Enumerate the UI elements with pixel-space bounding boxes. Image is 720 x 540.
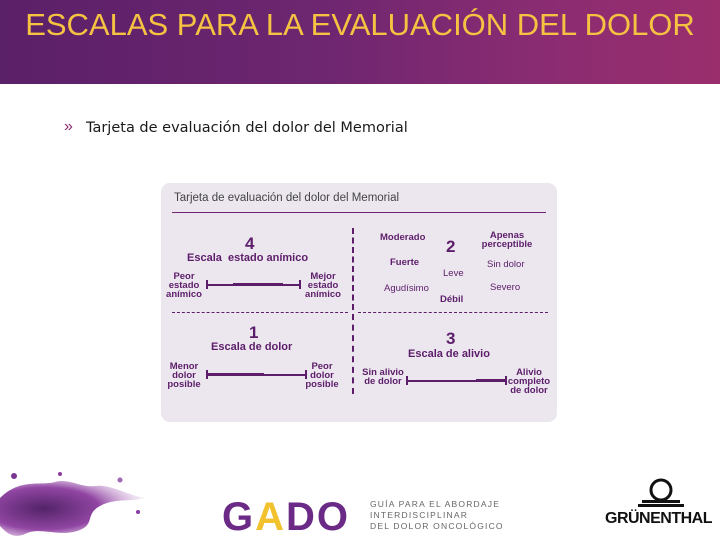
ink-splash-decoration (0, 468, 150, 540)
quadrant-3-number: 3 (446, 329, 456, 348)
q3-left-label: Sin alivio de dolor (362, 367, 404, 387)
q4-right-label: Mejor estado anímico (305, 271, 341, 300)
grunenthal-logo-text: GRÜNENTHAL (605, 510, 712, 527)
q2-word-debil: Débil (440, 294, 464, 305)
q2-word-fuerte: Fuerte (390, 257, 420, 268)
card-title: Tarjeta de evaluación del dolor del Memorial (174, 192, 400, 204)
q1-scale-marker (206, 373, 264, 376)
quadrant-4-label: Escala estado anímico (187, 252, 309, 264)
q1-left-label: Menor dolor posible (167, 361, 201, 390)
slide-title: ESCALAS PARA LA EVALUACIÓN DEL DOLOR (25, 7, 695, 42)
gado-tagline: GUÍA PARA EL ABORDAJE INTERDISCIPLINAR DEL DOLOR ONCOLÓGICO (370, 499, 504, 531)
quadrant-1-label: Escala de dolor (211, 341, 293, 353)
q3-scale-right-tick (505, 376, 507, 385)
q4-scale-marker (233, 283, 283, 286)
q4-left-label: Peor estado anímico (166, 271, 202, 300)
bullet-text: Tarjeta de evaluación del dolor del Memorial (86, 120, 408, 136)
memorial-card (161, 183, 557, 422)
q2-word-agudisimo: Agudísimo (384, 283, 429, 294)
quadrant-1-number: 1 (249, 323, 259, 342)
vertical-divider-top (352, 228, 354, 310)
q2-word-leve: Leve (443, 268, 464, 279)
quadrant-2-number: 2 (446, 237, 456, 256)
horizontal-divider-left (172, 312, 348, 313)
quadrant-4-number: 4 (245, 234, 255, 253)
grunenthal-logo-icon (638, 478, 684, 508)
q2-word-sin-dolor: Sin dolor (487, 259, 525, 270)
q1-right-label: Peor dolor posible (305, 361, 339, 390)
q3-scale-marker (476, 379, 506, 382)
q2-word-severo: Severo (490, 282, 521, 293)
title-banner (0, 0, 720, 84)
q2-word-moderado: Moderado (380, 232, 426, 243)
q2-word-apenas-perceptible: Apenas perceptible (481, 230, 533, 250)
vertical-divider-bottom (352, 314, 354, 394)
quadrant-3-label: Escala de alivio (408, 348, 490, 360)
gado-logo: GADO (222, 495, 351, 539)
q1-scale-right-tick (305, 370, 307, 379)
horizontal-divider-right (358, 312, 548, 313)
chevron-bullet-icon: » (64, 118, 73, 135)
q4-scale-right-tick (299, 280, 301, 289)
card-title-underline (172, 212, 546, 213)
q3-right-label: Alivio completo de dolor (507, 367, 551, 396)
